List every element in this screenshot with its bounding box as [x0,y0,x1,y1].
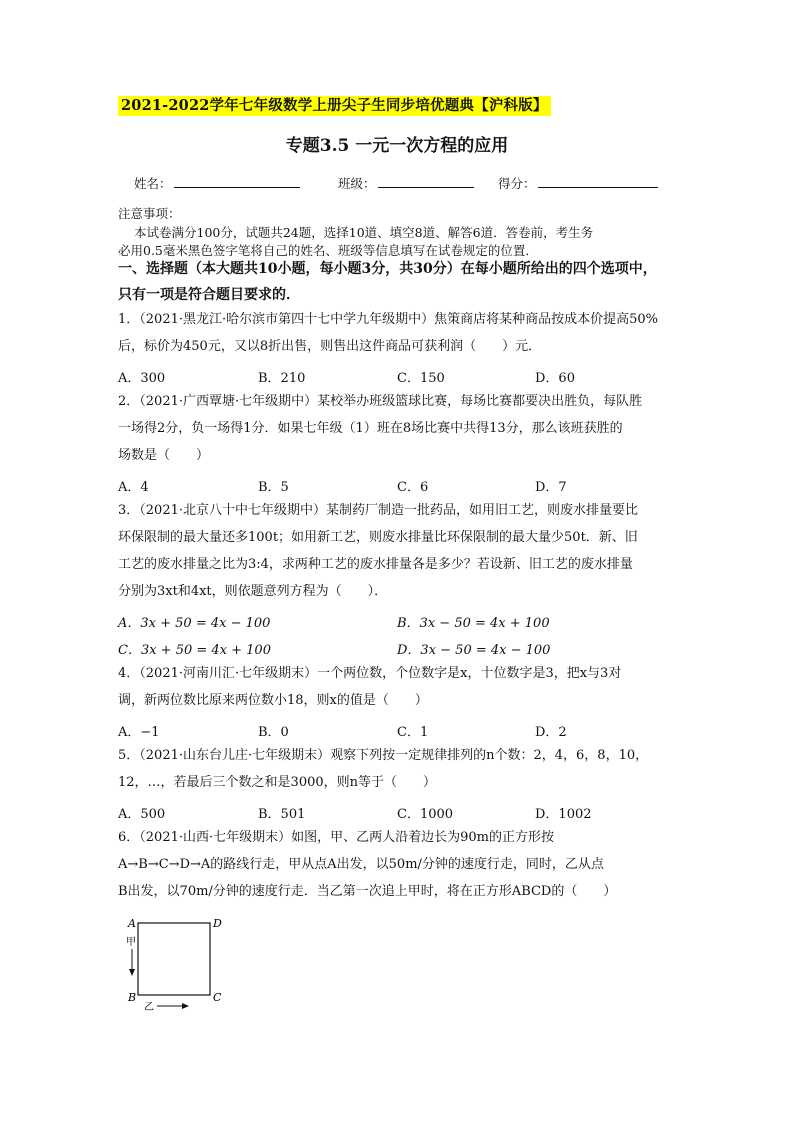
q3-option-c: C．3x + 50 = 4x + 100 [118,643,271,658]
q3-option-b: B．3x − 50 = 4x + 100 [397,616,550,631]
question-line: 分别为3xt和4xt，则依题意列方程为（ ）． [118,584,388,599]
question-line: 场数是（ ） [118,448,210,463]
q4-option-b: B．0 [258,725,289,740]
question-line: 环保限制的最大量还多100t；如用新工艺，则废水排量比环保限制的最大量少50t．新、旧 [118,530,638,545]
q3-option-a: A．3x + 50 = 4x − 100 [118,616,271,631]
question-line: 4．（2021·河南川汇·七年级期末）一个两位数，个位数字是x，十位数字是3，把x与3对 [118,666,622,681]
section-heading-line-1: 一、选择题（本大题共10小题，每小题3分，共30分）在每小题所给出的四个选项中， [118,261,657,277]
question-line: 5．（2021·山东台儿庄·七年级期末）观察下列按一定规律排列的n个数：2，4，6，8，10， [118,748,649,763]
name-label: 姓名： [134,176,172,191]
score-field [498,174,658,192]
q2-option-d: D．7 [535,480,567,495]
q2-option-b: B．5 [258,480,289,495]
square-figure [120,913,230,1013]
question-line: 2．（2021·广西覃塘·七年级期中）某校举办班级篮球比赛，每场比赛都要决出胜负，每队胜 [118,394,643,409]
question-6 [118,824,688,905]
label-d: D [213,917,222,930]
q1-option-c: C．150 [397,371,445,386]
section-heading-line-2: 只有一项是符合题目要求的． [118,287,300,303]
question-line: 1．（2021·黑龙江·哈尔滨市第四十七中学九年级期中）焦策商店将某种商品按成本价提高50% [118,312,659,327]
question-line: A→B→C→D→A的路线行走，甲从点A出发，以50m/分钟的速度行走，同时，乙从点 [118,857,604,872]
class-blank [378,175,474,188]
notice-line-1: 本试卷满分100分，试题共24题，选择10道、填空8道、解答6道．答卷前，考生务 [134,225,594,240]
notice-line-2: 必用0.5毫米黑色签字笔将自己的姓名、班级等信息填写在试卷规定的位置． [118,243,538,258]
class-label: 班级： [338,176,376,191]
question-line: 12，…，若最后三个数之和是3000，则n等于（ ） [118,775,436,790]
notice-heading: 注意事项： [118,206,181,221]
q1-option-b: B．210 [258,371,306,386]
question-line: 调，新两位数比原来两位数小18，则x的值是（ ） [118,693,428,708]
question-line: 6．（2021·山西·七年级期末）如图，甲、乙两人沿着边长为90m的正方形按 [118,830,554,845]
question-line: 后，标价为450元，又以8折出售，则售出这件商品可获利润（ ）元． [118,339,542,354]
q4-option-a: A．−1 [118,725,160,740]
q2-option-a: A．4 [118,480,149,495]
q2-option-c: C．6 [397,480,429,495]
score-label: 得分： [498,176,536,191]
jia-arrow-head [129,969,135,976]
label-yi: 乙 [144,1002,154,1013]
q1-option-a: A．300 [118,371,166,386]
q1-option-d: D．60 [535,371,575,386]
name-blank [174,175,300,188]
header-banner: 2021-2022学年七年级数学上册尖子生同步培优题典【沪科版】 [118,96,551,116]
label-jia: 甲 [126,937,136,948]
q5-option-a: A．500 [118,807,166,822]
label-c: C [213,991,222,1004]
yi-arrow-head [182,1003,189,1009]
question-4 [118,660,688,714]
q4-option-d: D．2 [535,725,567,740]
square-abcd [138,923,210,995]
label-b: B [128,991,137,1004]
q5-option-d: D．1002 [535,807,592,822]
question-5 [118,742,688,796]
label-a: A [128,917,136,930]
q5-option-b: B．501 [258,807,306,822]
q3-option-d: D．3x − 50 = 4x − 100 [397,643,551,658]
q4-option-c: C．1 [397,725,429,740]
name-field [134,174,300,192]
question-line: 工艺的废水排量之比为3:4，求两种工艺的废水排量各是多少？若设新、旧工艺的废水排量 [118,557,633,572]
question-line: B出发，以70m/分钟的速度行走．当乙第一次追上甲时，将在正方形ABCD的（ ） [118,884,617,899]
question-3 [118,497,688,605]
question-line: 一场得2分，负一场得1分．如果七年级（1）班在8场比赛中共得13分，那么该班获胜的 [118,421,623,436]
question-line: 3．（2021·北京八十中七年级期中）某制药厂制造一批药品，如用旧工艺，则废水排量要比 [118,503,638,518]
page-title: 专题3.5 一元一次方程的应用 [285,136,509,156]
score-blank [538,175,658,188]
question-2 [118,388,688,469]
question-1 [118,306,688,360]
class-field [338,174,474,192]
q5-option-c: C．1000 [397,807,454,822]
